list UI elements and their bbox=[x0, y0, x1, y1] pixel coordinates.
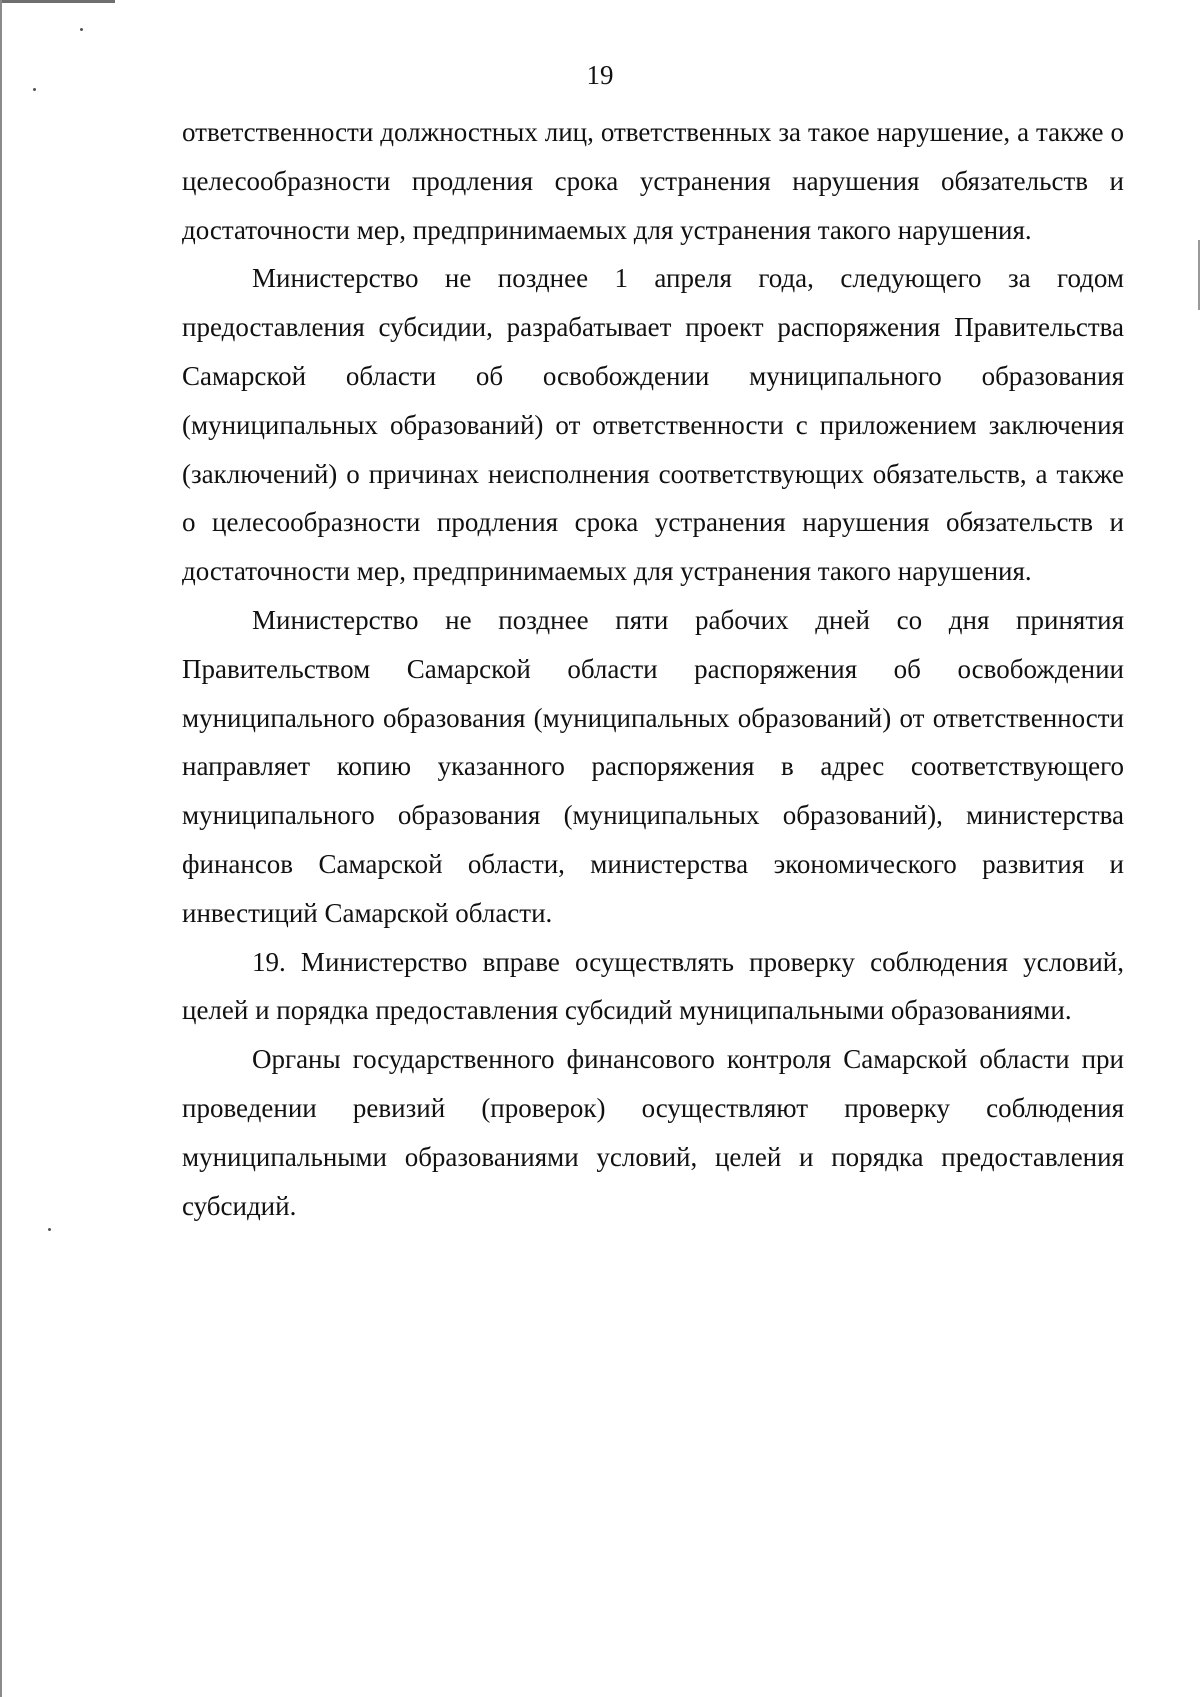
page-number: 19 bbox=[586, 60, 614, 90]
paragraph-clause-19: 19. Министерство вправе осуществлять проверку соблюдения условий, целей и порядка предоставления субсидий муниципальными образованиями. bbox=[182, 946, 1124, 1026]
scan-edge-top bbox=[0, 0, 115, 3]
paragraph-continuation: ответственности должностных лиц, ответственных за такое нарушение, а также о целесообразности продления срока устранения нарушения обязательств и достаточности мер, предпринимаемых для устранения такого нарушения. bbox=[182, 117, 1124, 245]
scan-speck bbox=[48, 1228, 51, 1231]
paragraph-exemption-draft: Министерство не позднее 1 апреля года, следующего за годом предоставления субсидии, разрабатывает проект распоряжения Правительства Самарской области об освобождении муниципального образования (муниципальных образований) от ответственности с приложением заключения (заключений) о причинах неисполнения соответствующих обязательств, а также о целесообразности продления срока устранения нарушения обязательств и достаточности мер, предпринимаемых для устранения такого нарушения. bbox=[182, 263, 1124, 587]
scan-edge-left bbox=[0, 0, 2, 1697]
document-body bbox=[182, 108, 1124, 1230]
paragraph-copy-distribution: Министерство не позднее пяти рабочих дней со дня принятия Правительством Самарской области распоряжения об освобождении муниципального образования (муниципальных образований) от ответственности направляет копию указанного распоряжения в адрес соответствующего муниципального образования (муниципальных образований), министерства финансов Самарской области, министерства экономического развития и инвестиций Самарской области. bbox=[182, 604, 1124, 928]
scan-speck bbox=[80, 28, 83, 31]
paragraph-financial-control: Органы государственного финансового контроля Самарской области при проведении ревизий (проверок) осуществляют проверку соблюдения муниципальными образованиями условий, целей и порядка предоставления субсидий. bbox=[182, 1044, 1124, 1221]
